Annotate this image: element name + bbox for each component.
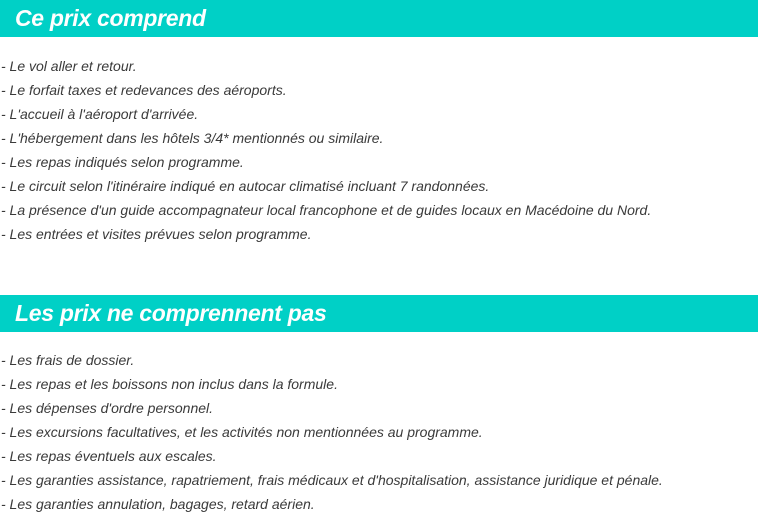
list-item: - Les repas et les boissons non inclus dans la formule. (1, 376, 338, 392)
list-item: - La présence d'un guide accompagnateur local francophone et de guides locaux en Macédoine du Nord. (1, 202, 652, 218)
list-item: - Les excursions facultatives, et les activités non mentionnées au programme. (1, 424, 483, 440)
list-item: - Les dépenses d'ordre personnel. (1, 400, 214, 416)
list-item: - Les repas éventuels aux escales. (1, 448, 217, 464)
included-section (0, 0, 758, 246)
list-item: - L'accueil à l'aéroport d'arrivée. (1, 106, 199, 122)
list-item: - Les entrées et visites prévues selon programme. (1, 226, 312, 242)
included-list (0, 54, 758, 246)
excluded-heading: Les prix ne comprennent pas (0, 295, 758, 332)
list-item: - Les garanties annulation, bagages, retard aérien. (1, 496, 315, 512)
included-heading: Ce prix comprend (0, 0, 758, 37)
list-item: - Les garanties assistance, rapatriement, frais médicaux et d'hospitalisation, assistance juridique et pénale. (1, 472, 663, 488)
list-item: - Les repas indiqués selon programme. (1, 154, 244, 170)
list-item: - L'hébergement dans les hôtels 3/4* mentionnés ou similaire. (1, 130, 384, 146)
list-item: - Le forfait taxes et redevances des aéroports. (1, 82, 287, 98)
list-item: - Le circuit selon l'itinéraire indiqué en autocar climatisé incluant 7 randonnées. (1, 178, 490, 194)
excluded-section (0, 295, 758, 516)
excluded-list (0, 348, 758, 516)
list-item: - Les frais de dossier. (1, 352, 135, 368)
list-item: - Le vol aller et retour. (1, 58, 137, 74)
